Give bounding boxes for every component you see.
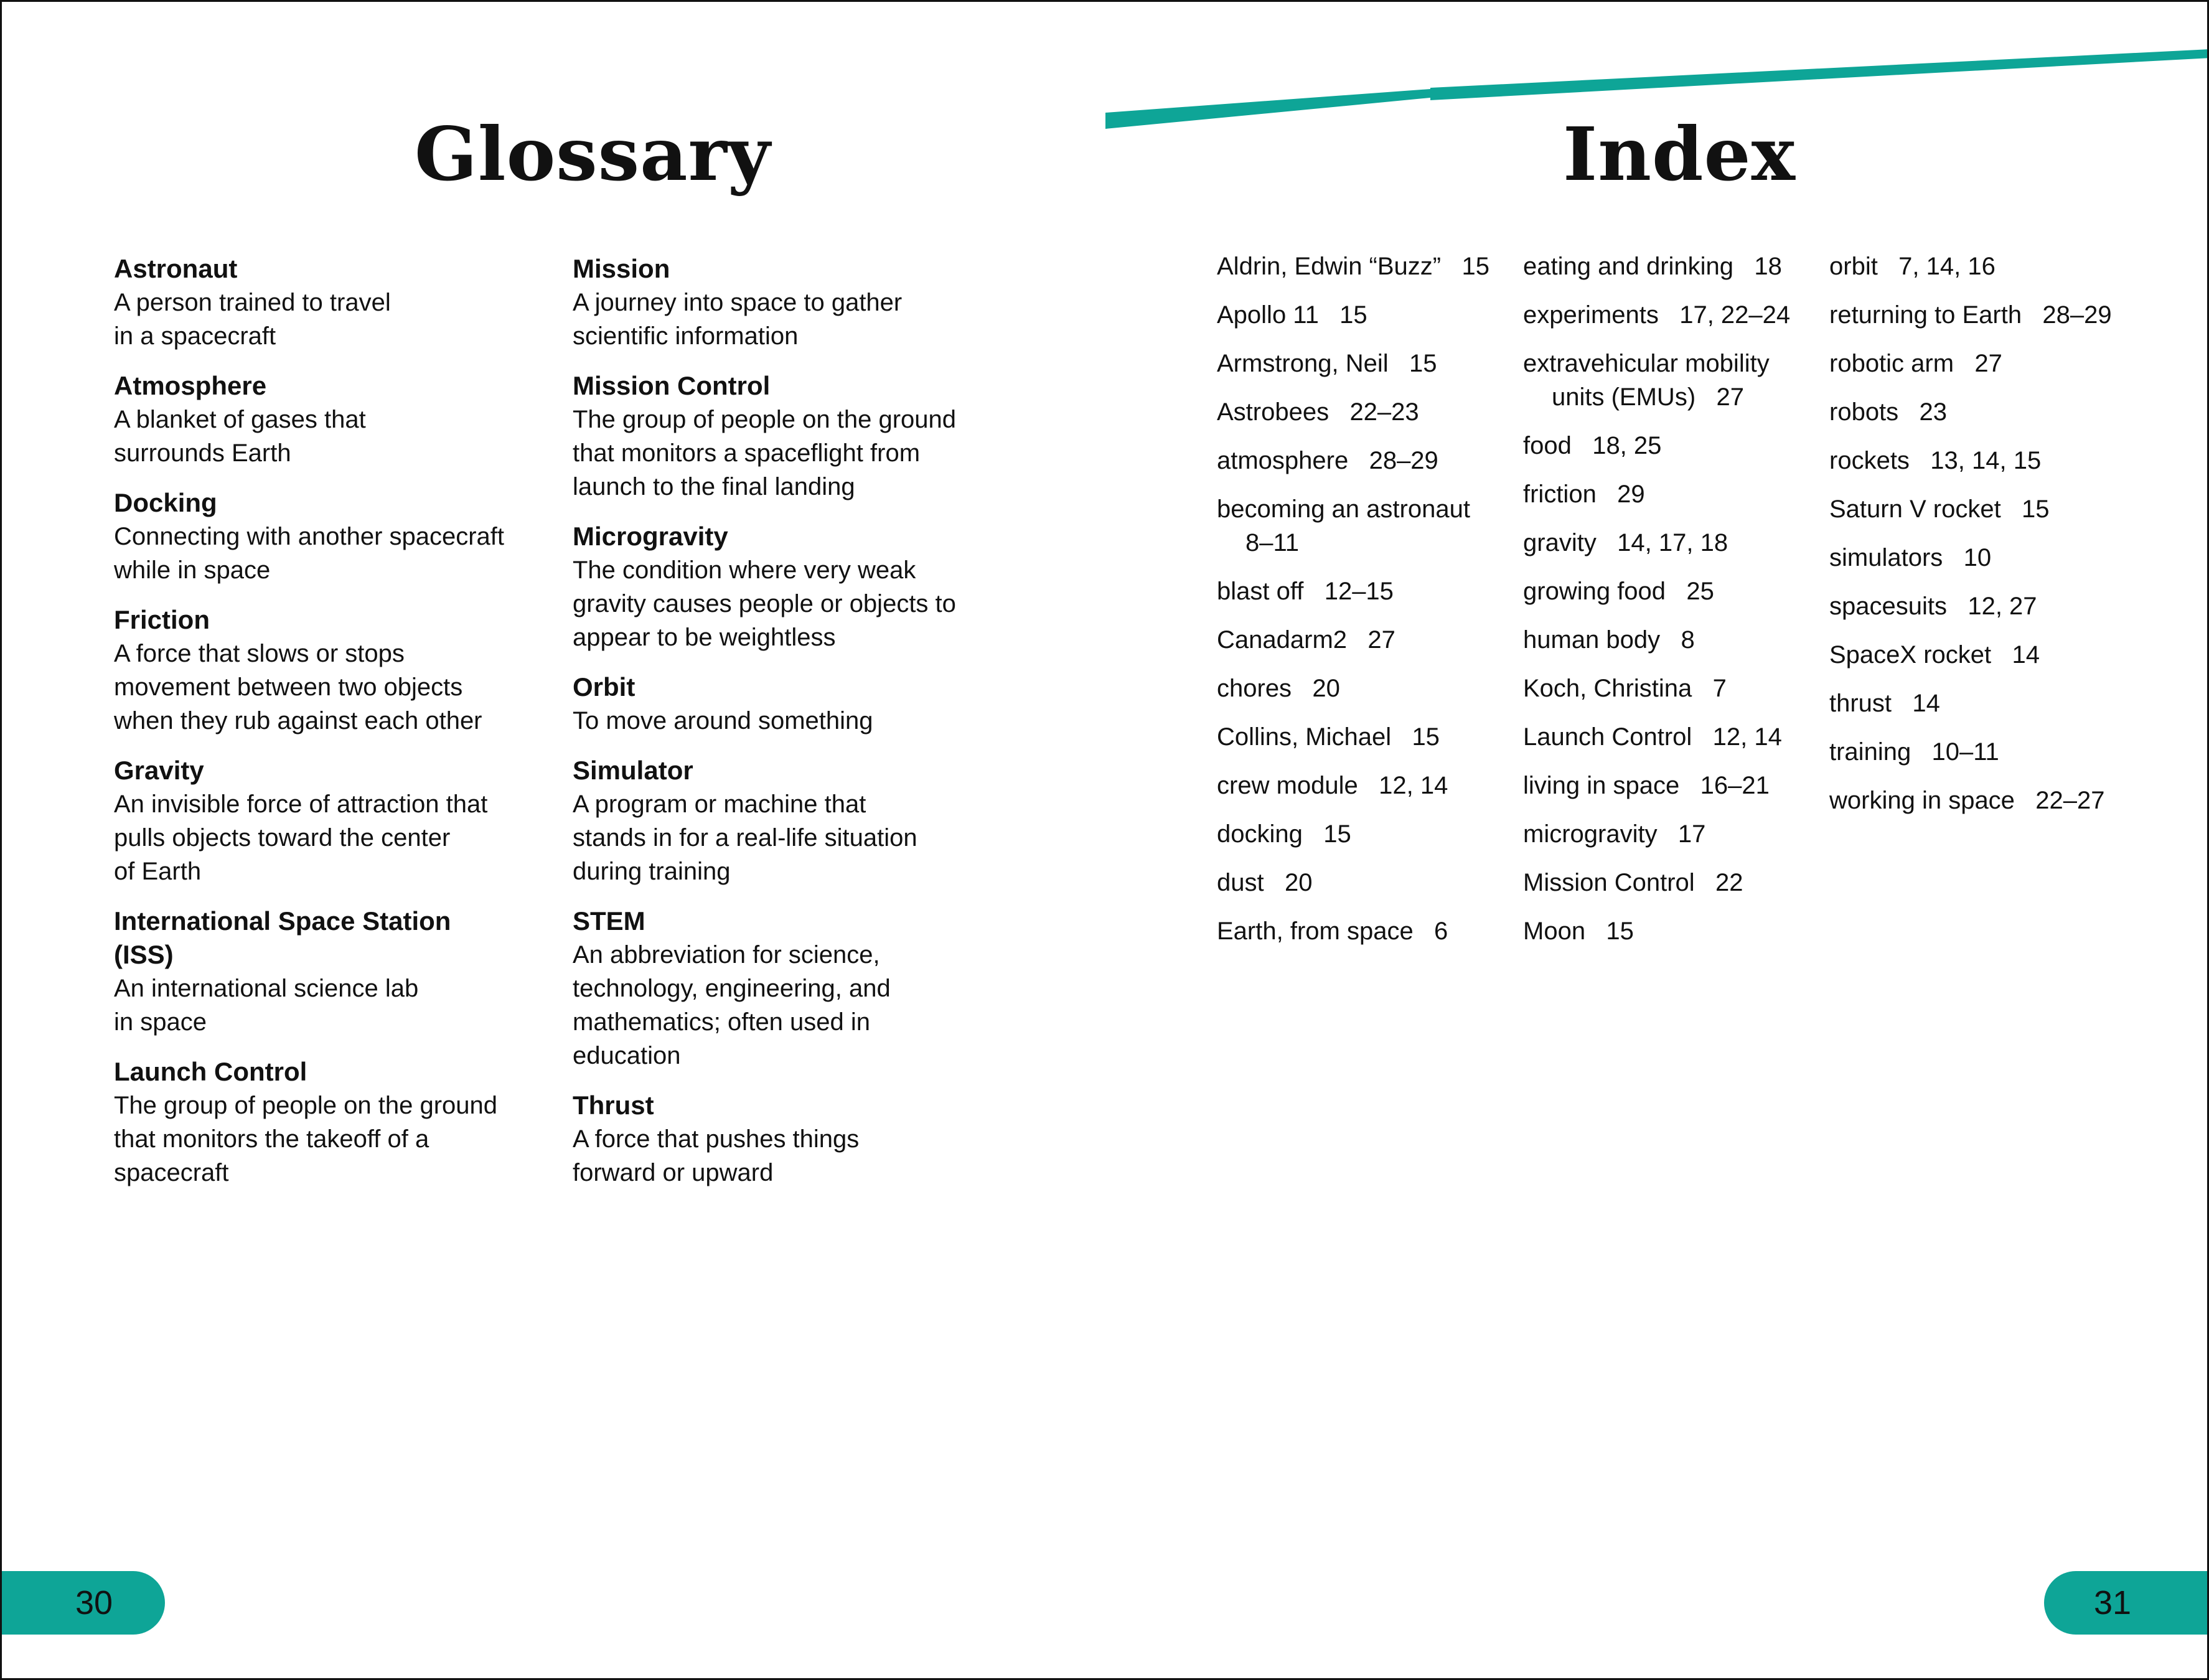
- glossary-definition: A journey into space to gather scientific information: [573, 289, 903, 350]
- page-number-left: 30: [75, 1584, 113, 1621]
- index-entry: Koch, Christina 7: [1523, 675, 1727, 702]
- decorative-stripe: [2, 2, 2209, 139]
- index-column-2: [1523, 250, 1828, 963]
- index-entry: extravehicular mobility units (EMUs) 27: [1523, 350, 1776, 411]
- index-entry: microgravity 17: [1523, 820, 1706, 848]
- index-entry: Apollo 11 15: [1217, 301, 1367, 329]
- index-entry: growing food 25: [1523, 578, 1714, 605]
- glossary-definition: A force that pushes things forward or upward: [573, 1125, 860, 1186]
- index-entry: robots 23: [1829, 398, 1948, 426]
- glossary-title: Glossary: [415, 111, 771, 197]
- glossary-term: Mission: [573, 254, 670, 283]
- index-entry: crew module 12, 14: [1217, 772, 1448, 799]
- index-entry: Launch Control 12, 14: [1523, 723, 1782, 751]
- index-entry: eating and drinking 18: [1523, 253, 1782, 280]
- glossary-definition: Connecting with another spacecraft while in space: [114, 523, 505, 584]
- index-entry: training 10–11: [1829, 738, 1999, 766]
- index-entry: SpaceX rocket 14: [1829, 641, 2040, 669]
- index-entry: Mission Control 22: [1523, 869, 1743, 896]
- index-entry: becoming an astronaut 8–11: [1217, 495, 1491, 556]
- glossary-definition: An abbreviation for science, technology, engineering, and mathematics; often used in education: [573, 941, 891, 1069]
- glossary-definition: The condition where very weak gravity causes people or objects to appear to be weightless: [573, 556, 956, 651]
- glossary-definition: A program or machine that stands in for a real-life situation during training: [573, 791, 917, 885]
- index-entry: chores 20: [1217, 675, 1340, 702]
- index-entry: rockets 13, 14, 15: [1829, 447, 2042, 474]
- index-entry: living in space 16–21: [1523, 772, 1770, 799]
- glossary-definition: The group of people on the ground that monitors a spaceflight from launch to the final landing: [573, 406, 957, 500]
- glossary-term: Simulator: [573, 756, 693, 785]
- stripe-band: [1430, 49, 2209, 100]
- index-entry: Saturn V rocket 15: [1829, 495, 2050, 523]
- index-entry: friction 29: [1523, 481, 1645, 508]
- index-entry: orbit 7, 14, 16: [1829, 253, 1996, 280]
- stripe-band: [1105, 89, 1430, 129]
- glossary-column-right: [573, 252, 1021, 1206]
- glossary-term: International Space Station (ISS): [114, 906, 451, 969]
- glossary-term: Docking: [114, 488, 217, 517]
- glossary-definition: An international science lab in space: [114, 975, 419, 1036]
- index-entry: Moon 15: [1523, 917, 1634, 945]
- page-number-right: 31: [2094, 1584, 2132, 1621]
- index-entry: docking 15: [1217, 820, 1351, 848]
- glossary-term: Astronaut: [114, 254, 238, 283]
- glossary-definition: To move around something: [573, 707, 873, 734]
- glossary-term: Gravity: [114, 756, 204, 785]
- index-column-3: [1829, 250, 2122, 832]
- index-entry: Canadarm2 27: [1217, 626, 1395, 654]
- glossary-definition: A force that slows or stops movement between two objects when they rub against each other: [114, 640, 482, 734]
- index-entry: blast off 12–15: [1217, 578, 1394, 605]
- glossary-term: Friction: [114, 605, 210, 634]
- index-entry: Collins, Michael 15: [1217, 723, 1440, 751]
- index-entry: experiments 17, 22–24: [1523, 301, 1791, 329]
- glossary-term: Launch Control: [114, 1057, 307, 1086]
- glossary-definition: A person trained to travel in a spacecraft: [114, 289, 391, 350]
- index-entry: dust 20: [1217, 869, 1313, 896]
- glossary-term: Orbit: [573, 672, 635, 702]
- index-entry: human body 8: [1523, 626, 1695, 654]
- glossary-definition: The group of people on the ground that monitors the takeoff of a spacecraft: [114, 1092, 498, 1186]
- glossary-definition: A blanket of gases that surrounds Earth: [114, 406, 366, 467]
- index-title: Index: [1563, 111, 1796, 197]
- index-entry: Astrobees 22–23: [1217, 398, 1419, 426]
- page-number-tab-left: [2, 1571, 165, 1635]
- index-entry: simulators 10: [1829, 544, 1992, 571]
- index-entry: Aldrin, Edwin “Buzz” 15: [1217, 253, 1489, 280]
- index-entry: atmosphere 28–29: [1217, 447, 1438, 474]
- index-entry: thrust 14: [1829, 690, 1940, 717]
- glossary-term: Mission Control: [573, 371, 771, 400]
- index-entry: food 18, 25: [1523, 432, 1662, 459]
- index-entry: robotic arm 27: [1829, 350, 2002, 377]
- index-entry: Earth, from space 6: [1217, 917, 1448, 945]
- index-entry: Armstrong, Neil 15: [1217, 350, 1437, 377]
- glossary-term: STEM: [573, 906, 645, 936]
- index-entry: working in space 22–27: [1829, 787, 2105, 814]
- index-entry: gravity 14, 17, 18: [1523, 529, 1728, 556]
- glossary-term: Atmosphere: [114, 371, 267, 400]
- glossary-definition: An invisible force of attraction that pulls objects toward the center of Earth: [114, 791, 488, 885]
- index-entry: returning to Earth 28–29: [1829, 301, 2112, 329]
- glossary-term: Microgravity: [573, 522, 728, 551]
- index-column-1: [1217, 250, 1509, 963]
- page-number-tab-right: [2044, 1571, 2207, 1635]
- glossary-term: Thrust: [573, 1091, 654, 1120]
- index-entry: spacesuits 12, 27: [1829, 593, 2037, 620]
- glossary-column-left: [114, 252, 543, 1206]
